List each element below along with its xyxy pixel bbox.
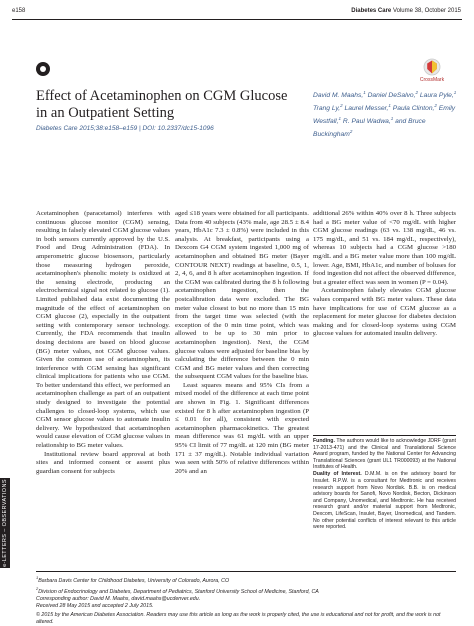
author-name: Laura Pyle, xyxy=(419,92,454,100)
author-list xyxy=(313,88,463,139)
author-affiliation-mark: 1 xyxy=(390,115,394,121)
author-affiliation-mark: 2 xyxy=(349,128,353,134)
author-name: Emily Westfall, xyxy=(313,105,456,125)
body-column-1 xyxy=(36,210,170,476)
author xyxy=(342,115,394,125)
article-title: Effect of Acetaminophen on CGM Glucose in an Outpatient Setting xyxy=(36,88,288,121)
duality-paragraph xyxy=(313,471,456,530)
affiliation-2: $^2$Division of Endocrinology and Diabetes, Department of Pediatrics, Stanford University School of Medicine, Stanford, CA xyxy=(36,585,319,595)
footnotes xyxy=(36,574,456,626)
crossmark-label: CrossMark xyxy=(419,77,445,83)
author xyxy=(313,92,366,99)
funding-statement xyxy=(313,438,456,531)
section-side-label: e-LETTERS – OBSERVATIONS xyxy=(2,479,8,567)
author xyxy=(392,102,437,113)
author-affiliation-mark: 1 xyxy=(338,115,342,121)
author-name: Laurel Messer, xyxy=(344,105,389,113)
volume-date: Volume 38, October 2015 xyxy=(392,8,461,14)
author xyxy=(420,92,456,99)
author-name: R. Paul Wadwa, xyxy=(342,117,391,125)
author-affiliation-mark: 2 xyxy=(415,90,419,95)
copyright: © 2015 by the American Diabetes Association. Readers may use this article as long as the work is properly cited, the use is educational and not for profit, and the work is not altered. xyxy=(36,611,441,625)
author-name: and Bruce Buckingham xyxy=(313,117,426,138)
journal-name: Diabetes Care xyxy=(351,8,392,14)
body-paragraph: Least squares means and 95% CIs from a mixed model of the difference at each time point are shown in Fig. 1. Significant differences existed for 8 h after acetaminophen ingestion (P ≤ 0.01 for all), consistent with expected acetaminophen pharmacokinetics. The greatest mean difference was 61 mg/dL with an upper 95% CI limit of 77 mg/dL at 120 min (BG meter 171 ± 37 mg/dL). Notable individual variation was seen with 50% of relative differences within 20% and an xyxy=(175,381,309,475)
journal-info xyxy=(351,8,461,14)
author-affiliation-mark: 1 xyxy=(388,102,391,108)
author-affiliation-mark: 1 xyxy=(363,90,366,95)
journal-logo-icon xyxy=(36,62,50,76)
body-paragraph: Institutional review board approval at both sites and informed consent or assent plus guardian consent for subjects xyxy=(36,450,170,475)
author-affiliation-mark: 2 xyxy=(340,102,343,108)
funding-rule xyxy=(313,435,456,436)
body-paragraph: Acetaminophen (paracetamol) interferes with continuous glucose monitor (CGM) sensing, resulting in falsely elevated CGM glucose values in both sensors currently approved by the U.S. Food and Drug Administration (FDA). In amperometric glucose biosensors, particularly those measuring hydrogen peroxide, acetaminophen's phenolic moiety is oxidized at the sensing electrode, producing an electrochemical signal not related to glucose (1). Limited published data exist documenting the magnitude of the effect of acetaminophen on CGM glucose (2), especially in the outpatient setting with contemporary sensor technology. Currently, the FDA recommends that insulin dosing decisions are based on blood glucose (BG) meter values, not CGM glucose values. Given the common use of acetaminophen, its interference with CGM sensing has significant clinical implications for patients who use CGM. To better understand this effect, we performed an acetaminophen challenge as part of an outpatient study designed to investigate the potential challenges to closed-loop systems, which use CGM sensor glucose values to automate insulin delivery. We hypothesized that acetaminophen would cause elevation of CGM glucose values in relationship to BG meter values. xyxy=(36,210,170,450)
received-accepted: Received 28 May 2015 and accepted 2 July 2015. xyxy=(36,602,154,609)
affiliation-1: $^1$Barbara Davis Center for Childhood Diabetes, University of Colorado, Aurora, CO xyxy=(36,575,230,584)
body-paragraph: additional 26% within 40% over 8 h. Three subjects had a BG meter value of <70 mg/dL with higher CGM glucose readings (63 vs. 138 mg/dL, 46 vs. 175 mg/dL, and 51 vs. 184 mg/dL, respectively), whereas 10 subjects had a CGM glucose >180 mg/dL and a BG meter value more than 100 mg/dL lower. Age, BMI, HbA1c, and number of boluses for food ingestion did not affect the observed difference, but a greater effect was seen in women (P = 0.04). xyxy=(313,210,456,286)
body-paragraph: Acetaminophen falsely elevates CGM glucose values compared with BG meter values. These data have implications for use of CGM glucose as a replacement for meter glucose for diabetes decision making and for closed-loop systems using CGM glucose values for automated insulin delivery. xyxy=(313,287,456,338)
section-side-tab xyxy=(0,478,10,568)
footnote-rule xyxy=(36,571,456,572)
article-citation: Diabetes Care 2015;38:e158–e159 | DOI: 10.2337/dc15-1096 xyxy=(36,125,214,132)
page-number: e158 xyxy=(12,8,26,14)
duality-text: D.M.M. is on the advisory board for Insulet. R.P.W. is a consultant for Medtronic and receives research support from Novo Nordisk. B.B. is on medical advisory boards for Sanofi, Novo Nordisk, Becton, Dickinson and Company, Unomedical, and Medtronic. He has received research grant and/or material support from Medtronic, Dexcom, LifeScan, Insulet, Bayer, Unomedical, and Tandem. No other potential conflicts of interest relevant to this article were reported. xyxy=(313,471,456,531)
author xyxy=(344,102,391,113)
author-name: Paula Clinton, xyxy=(392,105,435,113)
author xyxy=(313,102,343,113)
author-affiliation-mark: 2 xyxy=(434,102,437,108)
funding-paragraph xyxy=(313,438,456,471)
corresponding-author: Corresponding author: David M. Maahs, david.maahs@ucdenver.edu. xyxy=(36,595,201,602)
funding-text: The authors would like to acknowledge JDRF (grant 17-2013-471) and the Clinical and Translational Science Award program, funded by the National Center for Advancing Translational Sciences (grant UL1 TR000093) at the National Institutes of Health. xyxy=(313,438,456,471)
header-rule xyxy=(12,19,462,20)
running-header xyxy=(0,6,474,18)
crossmark-icon xyxy=(423,58,441,76)
funding-label: Funding. xyxy=(313,438,335,444)
author-name: Trang Ly, xyxy=(313,105,341,113)
crossmark-badge[interactable] xyxy=(412,58,452,88)
author-name: Daniel DeSalvo, xyxy=(367,92,416,100)
author-affiliation-mark: 1 xyxy=(453,90,457,95)
body-column-2 xyxy=(175,210,309,476)
author-name: David M. Maahs, xyxy=(313,92,364,100)
author xyxy=(368,92,418,99)
body-paragraph: aged ≤18 years were obtained for all participants. Data from 40 subjects (43% male, age 28.5 ± 8.4 years, HbA1c 7.3 ± 0.8%) were included in this analysis. At breakfast, participants using a Dexcom G4 CGM system ingested 1,000 mg of acetaminophen and obtained BG meter (Bayer CONTOUR NEXT) readings at baseline, 0.5, 1, 2, 4, 6, and 8 h after acetaminophen ingestion. If the CGM was calibrated during the 8 h following acetaminophen ingestion, then the postcalibration data were excluded. The BG meter value closest to but no more than 15 min from the target time was selected (with the exception of the 0 min time point, which was allowed to be up to 30 min prior to acetaminophen ingestion). Next, the CGM glucose values were adjusted for baseline bias by calculating the difference between the 0 min CGM and BG meter values and then correcting the subsequent CGM values for the baseline bias. xyxy=(175,210,309,381)
body-column-3 xyxy=(313,210,456,339)
duality-label: Duality of Interest. xyxy=(313,471,362,478)
